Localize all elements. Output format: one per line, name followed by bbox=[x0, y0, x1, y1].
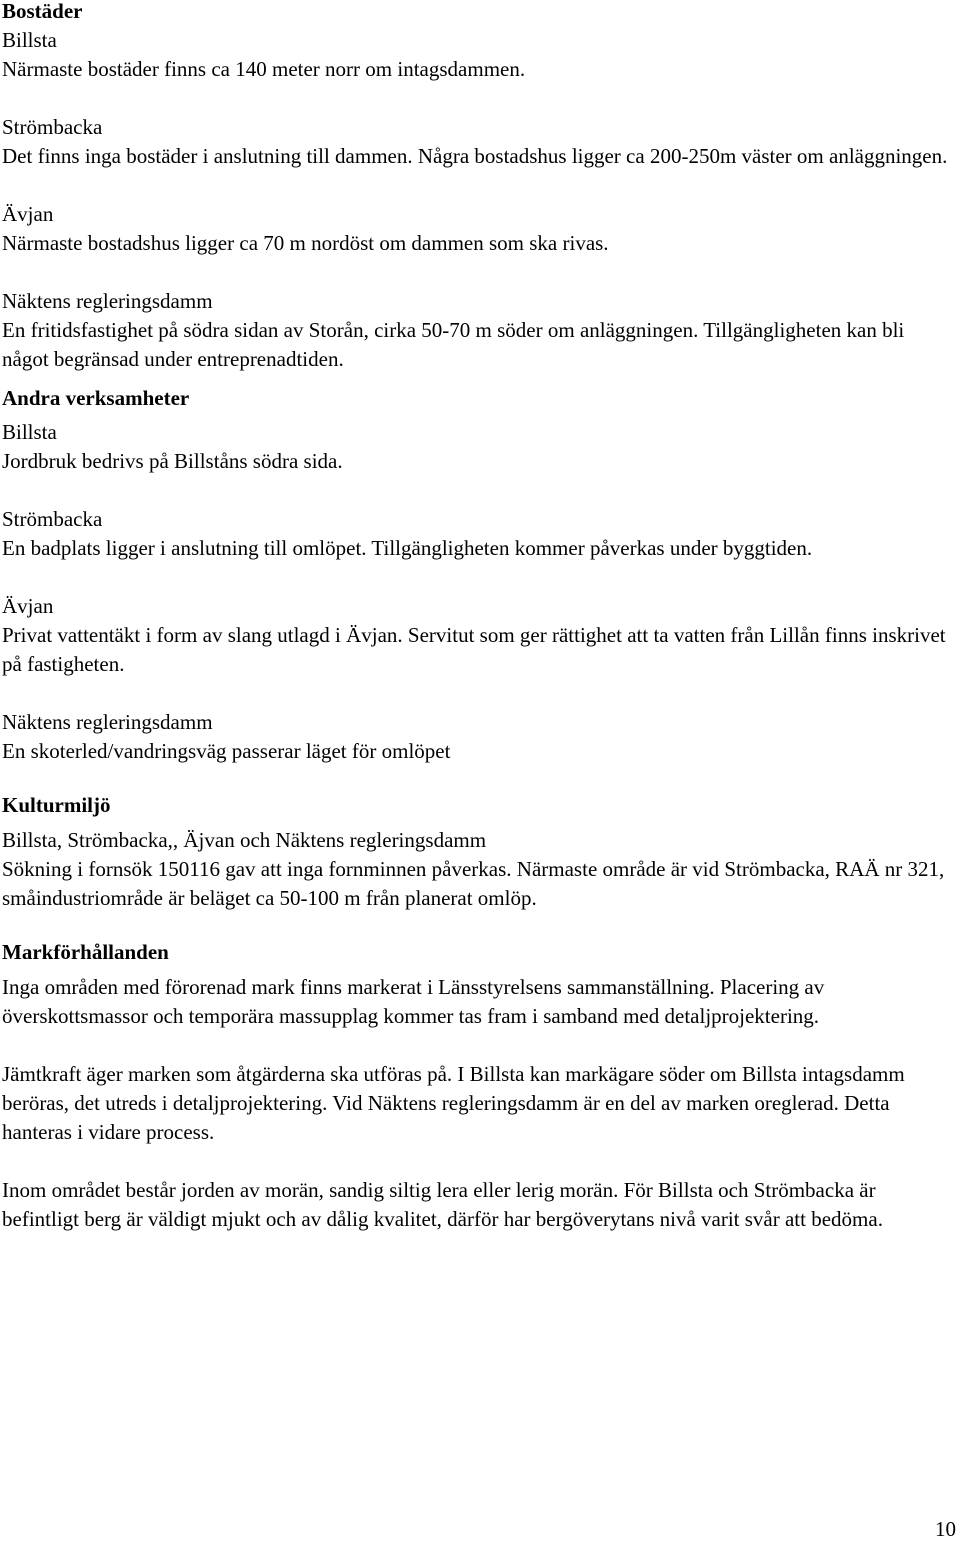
paragraph: Sökning i fornsök 150116 gav att inga fornminnen påverkas. Närmaste område är vid Strömbacka, RAÄ nr 321, småindustriområde är beläget ca 50-100 m från planerat omlöp. bbox=[2, 857, 945, 910]
place-label: Billsta bbox=[2, 420, 57, 444]
text-block bbox=[2, 200, 952, 258]
text-block bbox=[2, 505, 952, 563]
text-block bbox=[2, 26, 952, 84]
text-block bbox=[2, 1176, 952, 1234]
text-block bbox=[2, 826, 952, 913]
text-block bbox=[2, 592, 952, 679]
section-heading: Andra verksamheter bbox=[2, 386, 190, 410]
place-label: Strömbacka bbox=[2, 115, 103, 139]
text-block bbox=[2, 418, 952, 476]
section-heading: Markförhållanden bbox=[2, 940, 169, 964]
section-markforhallanden bbox=[2, 938, 952, 1234]
place-label: Näktens regleringsdamm bbox=[2, 710, 213, 734]
document-body bbox=[2, 0, 952, 1263]
section-kulturmiljo bbox=[2, 791, 952, 913]
paragraph: En skoterled/vandringsväg passerar läget för omlöpet bbox=[2, 739, 451, 763]
text-block bbox=[2, 113, 952, 171]
paragraph: En badplats ligger i anslutning till omlöpet. Tillgängligheten kommer påverkas under byggtiden. bbox=[2, 536, 813, 560]
section-heading: Kulturmiljö bbox=[2, 793, 111, 817]
place-label: Ävjan bbox=[2, 594, 54, 618]
text-block bbox=[2, 287, 952, 374]
place-label: Strömbacka bbox=[2, 507, 103, 531]
text-block bbox=[2, 973, 952, 1031]
paragraph: En fritidsfastighet på södra sidan av Storån, cirka 50-70 m söder om anläggningen. Tillgängligheten kan bli något begränsad under entreprenadtiden. bbox=[2, 318, 905, 371]
paragraph: Närmaste bostadshus ligger ca 70 m nordöst om dammen som ska rivas. bbox=[2, 231, 609, 255]
page-number: 10 bbox=[935, 1517, 956, 1541]
text-block bbox=[2, 708, 952, 766]
section-heading: Bostäder bbox=[2, 0, 83, 23]
paragraph: Närmaste bostäder finns ca 140 meter norr om intagsdammen. bbox=[2, 57, 526, 81]
paragraph: Jordbruk bedrivs på Billståns södra sida. bbox=[2, 449, 343, 473]
place-label: Ävjan bbox=[2, 202, 54, 226]
paragraph: Det finns inga bostäder i anslutning till dammen. Några bostadshus ligger ca 200-250m väster om anläggningen. bbox=[2, 144, 948, 168]
place-label: Näktens regleringsdamm bbox=[2, 289, 213, 313]
paragraph: Privat vattentäkt i form av slang utlagd i Ävjan. Servitut som ger rättighet att ta vatten från Lillån finns inskrivet på fastigheten. bbox=[2, 623, 946, 676]
place-label: Billsta bbox=[2, 28, 57, 52]
text-block bbox=[2, 1060, 952, 1147]
paragraph: Jämtkraft äger marken som åtgärderna ska utföras på. I Billsta kan markägare söder om Billsta intagsdamm beröras, det utreds i detaljprojektering. Vid Näktens regleringsdamm är en del av marken oreglerad. Detta hanteras i vidare process. bbox=[2, 1062, 905, 1144]
place-label: Billsta, Strömbacka,, Äjvan och Näktens regleringsdamm bbox=[2, 828, 487, 852]
section-andra-verksamheter bbox=[2, 384, 952, 766]
section-bostader bbox=[2, 0, 952, 374]
paragraph: Inom området består jorden av morän, sandig siltig lera eller lerig morän. För Billsta och Strömbacka är befintligt berg är väldigt mjukt och av dålig kvalitet, därför har bergöverytans nivå varit svår att bedöma. bbox=[2, 1178, 883, 1231]
paragraph: Inga områden med förorenad mark finns markerat i Länsstyrelsens sammanställning. Placering av överskottsmassor och temporära massupplag kommer tas fram i samband med detaljprojektering. bbox=[2, 975, 825, 1028]
